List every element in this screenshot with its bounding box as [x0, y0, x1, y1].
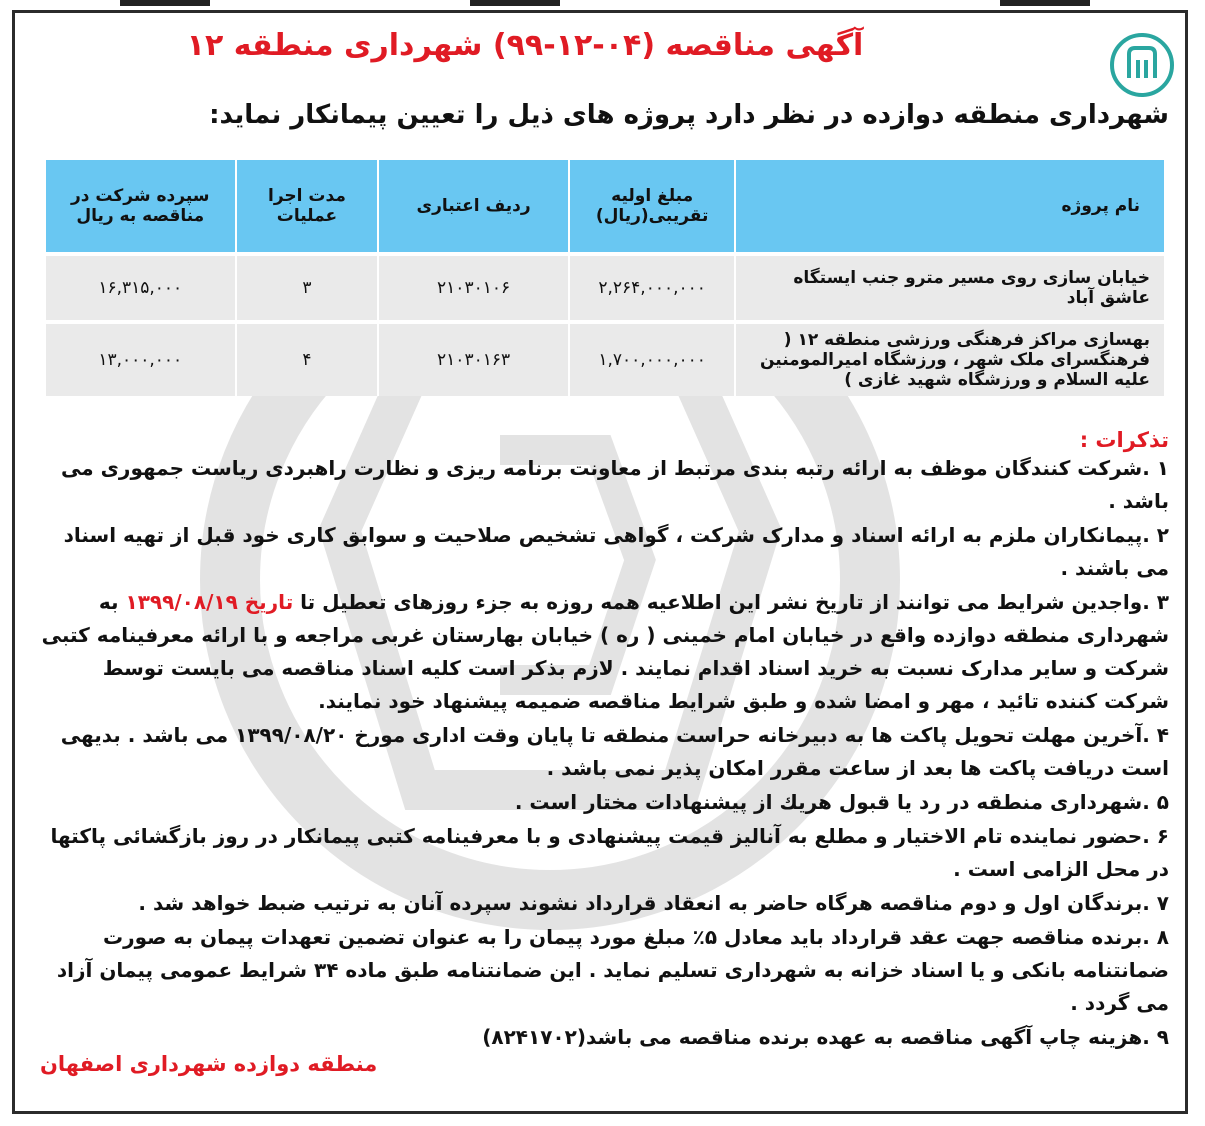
footer-signature: منطقه دوازده شهرداری اصفهان — [40, 1052, 378, 1076]
frame-top-tab-left — [120, 0, 210, 6]
note-6: ۶ .حضور نماینده تام الاختیار و مطلع به آنالیز قیمت پیشنهادی و با معرفینامه کتبی پیمانکار در روز بازگشائی پاکتها در محل الزامی است . — [50, 824, 1169, 881]
ad-subtitle: شهرداری منطقه دوازده در نظر دارد پروژه های ذیل را تعیین پیمانکار نماید: — [209, 100, 1169, 130]
note-9: ۹ .هزینه چاپ آگهی مناقصه به عهده برنده مناقصه می باشد(۸۲۴۱۷۰۲) — [482, 1025, 1169, 1049]
notes-list — [39, 452, 1169, 1055]
frame-top-tab-right — [1000, 0, 1090, 6]
notes-title: تذکرات : — [1079, 428, 1169, 452]
note-4: ۴ .آخرین مهلت تحویل پاکت ها به دبیرخانه حراست منطقه تا پایان وقت اداری مورخ ۱۳۹۹/۰۸/۲۰ می باشد . بدیهی است دریافت پاکت ها بعد از ساعت مقرر امکان پذیر نمی باشد . — [60, 723, 1169, 780]
note-3 — [39, 586, 1169, 718]
deposit-cell: ۱۳,۰۰۰,۰۰۰ — [45, 322, 236, 396]
table-row — [45, 254, 1164, 322]
note-2: ۲ .پیمانکاران ملزم به ارائه اسناد و مدارک شرکت ، گواهی تشخیص صلاحیت و سوابق کاری خود قبل از تهیه اسناد می باشند . — [63, 523, 1169, 580]
initial-amount-cell: ۱,۷۰۰,۰۰۰,۰۰۰ — [569, 322, 736, 396]
table-row — [45, 322, 1164, 396]
credit-row-cell: ۲۱۰۳۰۱۶۳ — [378, 322, 568, 396]
header-duration: مدت اجرا عملیات — [236, 160, 379, 254]
note-3-deadline-date: تاریخ ۱۳۹۹/۰۸/۱۹ — [125, 590, 294, 614]
duration-cell: ۴ — [236, 322, 379, 396]
duration-cell: ۳ — [236, 254, 379, 322]
municipality-logo-icon — [1109, 32, 1175, 98]
credit-row-cell: ۲۱۰۳۰۱۰۶ — [378, 254, 568, 322]
project-name-cell: بهسازی مراکز فرهنگی ورزشی منطقه ۱۲ ( فرهنگسرای ملک شهر ، ورزشگاه امیرالمومنین علیه السلام و ورزشگاه شهید غازی ) — [735, 322, 1164, 396]
note-3-text-end: به شهرداری منطقه دوازده واقع در خیابان امام خمینی ( ره ) خیابان بهارستان غربی مراجعه و با ارائه معرفینامه کتبی شرکت و سایر مدارک نسبت به خرید اسناد اقدام نمایند . لازم بذکر است کلیه اسناد مناقصه می بایست توسط شرکت کننده تائید ، مهر و امضا شده و طبق شرایط مناقصه ضمیمه پیشنهاد خود نمایند. — [41, 590, 1169, 713]
deposit-cell: ۱۶,۳۱۵,۰۰۰ — [45, 254, 236, 322]
note-8: ۸ .برنده مناقصه جهت عقد قرارداد باید معادل ۵٪ مبلغ مورد پیمان را به عنوان تضمین تعهدات پیمان به صورت ضمانتنامه بانکی و یا اسناد خزانه به شهرداری تسلیم نماید . این ضمانتنامه طبق ماده ۳۴ شرایط عمومی پیمان آزاد می گردد . — [56, 925, 1169, 1015]
header-credit-row: ردیف اعتباری — [378, 160, 568, 254]
ad-title: آگهی مناقصه (۰۴-۱۲-۹۹) شهرداری منطقه ۱۲ — [186, 28, 864, 63]
project-name-cell: خیابان سازی روی مسیر مترو جنب ایستگاه عاشق آباد — [735, 254, 1164, 322]
note-1: ۱ .شرکت کنندگان موظف به ارائه رتبه بندی مرتبط از معاونت برنامه ریزی و نظارت راهبردی ریاست جمهوری می باشد . — [61, 456, 1169, 513]
header-project-name: نام پروژه — [735, 160, 1164, 254]
frame-top-tab-middle — [470, 0, 560, 6]
header-initial-amount: مبلغ اولیه تقریبی(ریال) — [569, 160, 736, 254]
table-header-row — [45, 160, 1164, 254]
note-5: ۵ .شهرداری منطقه در رد یا قبول هریك از پیشنهادات مختار است . — [514, 790, 1169, 814]
projects-table — [44, 160, 1164, 396]
note-7: ۷ .برندگان اول و دوم مناقصه هرگاه حاضر به انعقاد قرارداد نشوند سپرده آنان به ترتیب ضبط خواهد شد . — [138, 891, 1169, 915]
header-deposit: سپرده شرکت در مناقصه به ریال — [45, 160, 236, 254]
note-3-text-start: ۳ .واجدین شرایط می توانند از تاریخ نشر این اطلاعیه همه روزه به جزء روزهای تعطیل تا — [300, 590, 1169, 614]
initial-amount-cell: ۲,۲۶۴,۰۰۰,۰۰۰ — [569, 254, 736, 322]
